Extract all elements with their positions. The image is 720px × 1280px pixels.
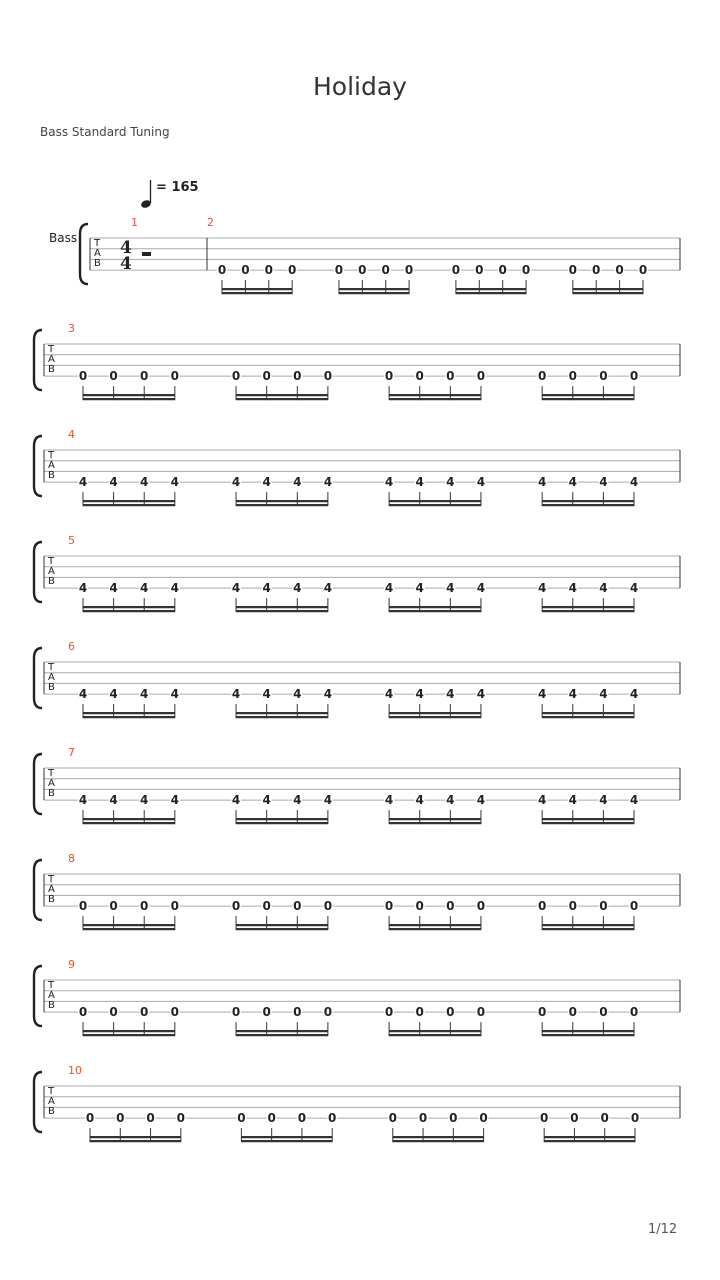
fret-number: 4 <box>476 793 486 808</box>
fret-number: 0 <box>449 1111 458 1126</box>
fret-number: 0 <box>568 899 577 914</box>
fret-number: 0 <box>418 1111 428 1126</box>
fret-number: 0 <box>568 369 577 384</box>
fret-number: 0 <box>600 1111 609 1126</box>
fret-number: 0 <box>78 369 88 384</box>
fret-number: 4 <box>446 687 455 702</box>
fret-number: 0 <box>293 369 302 384</box>
tempo-value: = 165 <box>156 180 199 195</box>
fret-number: 0 <box>446 369 455 384</box>
fret-number: 0 <box>446 899 455 914</box>
tab-clef-letter: T <box>48 874 55 885</box>
tab-clef-letter: A <box>48 884 55 895</box>
fret-number: 4 <box>109 687 118 702</box>
fret-number: 4 <box>476 687 486 702</box>
instrument-label: Bass <box>49 231 78 245</box>
fret-number: 4 <box>415 581 424 596</box>
fret-number: 4 <box>568 793 577 808</box>
fret-number: 0 <box>328 1111 337 1126</box>
tab-clef-letter: B <box>48 576 55 587</box>
page-number: 1/12 <box>648 1222 678 1237</box>
tab-clef-letter: A <box>94 248 101 259</box>
fret-number: 4 <box>323 581 333 596</box>
fret-number: 0 <box>262 369 271 384</box>
fret-number: 4 <box>293 687 302 702</box>
measure-number: 3 <box>68 322 75 335</box>
tab-clef-letter: T <box>48 1086 55 1097</box>
tab-clef-letter: B <box>48 364 55 375</box>
fret-number: 0 <box>293 899 302 914</box>
fret-number: 4 <box>629 475 639 490</box>
fret-number: 4 <box>446 793 455 808</box>
fret-number: 0 <box>262 899 271 914</box>
fret-number: 0 <box>323 899 333 914</box>
fret-number: 4 <box>415 475 424 490</box>
fret-number: 0 <box>615 263 624 278</box>
tab-clef-letter: T <box>48 344 55 355</box>
fret-number: 4 <box>293 475 302 490</box>
fret-number: 4 <box>568 475 577 490</box>
fret-number: 0 <box>476 899 486 914</box>
fret-number: 0 <box>568 263 578 278</box>
song-title: Holiday <box>313 72 407 101</box>
fret-number: 0 <box>78 899 88 914</box>
fret-number: 4 <box>78 793 88 808</box>
fret-number: 0 <box>262 1005 271 1020</box>
fret-number: 4 <box>109 581 118 596</box>
fret-number: 0 <box>287 263 297 278</box>
fret-number: 0 <box>323 1005 333 1020</box>
fret-number: 4 <box>537 793 547 808</box>
fret-number: 4 <box>323 793 333 808</box>
fret-number: 4 <box>262 687 271 702</box>
fret-number: 4 <box>384 475 394 490</box>
tab-clef-letter: A <box>48 672 55 683</box>
tab-clef-letter: B <box>48 894 55 905</box>
measure-number: 2 <box>207 216 214 229</box>
measure-number: 4 <box>68 428 75 441</box>
fret-number: 0 <box>384 1005 394 1020</box>
tab-clef-letter: T <box>48 980 55 991</box>
fret-number: 0 <box>231 369 241 384</box>
fret-number: 0 <box>592 263 601 278</box>
fret-number: 4 <box>262 581 271 596</box>
fret-number: 0 <box>176 1111 186 1126</box>
tab-clef-letter: B <box>48 788 55 799</box>
fret-number: 4 <box>170 475 180 490</box>
system-brace <box>34 330 42 390</box>
fret-number: 4 <box>599 581 608 596</box>
tab-clef-letter: T <box>94 238 101 249</box>
fret-number: 0 <box>384 369 394 384</box>
fret-number: 0 <box>116 1111 125 1126</box>
tab-clef-letter: A <box>48 566 55 577</box>
fret-number: 4 <box>293 793 302 808</box>
fret-number: 0 <box>231 1005 241 1020</box>
fret-number: 0 <box>297 1111 307 1126</box>
system-brace <box>80 224 88 284</box>
fret-number: 0 <box>415 1005 424 1020</box>
fret-number: 4 <box>78 475 88 490</box>
fret-number: 4 <box>384 687 394 702</box>
fret-number: 4 <box>78 687 88 702</box>
fret-number: 4 <box>323 475 333 490</box>
fret-number: 0 <box>537 1005 547 1020</box>
fret-number: 4 <box>599 475 608 490</box>
tab-clef-letter: B <box>48 682 55 693</box>
fret-number: 0 <box>537 899 547 914</box>
fret-number: 4 <box>293 581 302 596</box>
fret-number: 0 <box>146 1111 155 1126</box>
fret-number: 4 <box>599 687 608 702</box>
fret-number: 4 <box>323 687 333 702</box>
fret-number: 4 <box>599 793 608 808</box>
fret-number: 0 <box>570 1111 579 1126</box>
fret-number: 0 <box>381 263 390 278</box>
fret-number: 4 <box>262 793 271 808</box>
system-brace <box>34 648 42 708</box>
fret-number: 4 <box>109 793 118 808</box>
fret-number: 4 <box>231 581 241 596</box>
fret-number: 0 <box>475 263 484 278</box>
fret-number: 0 <box>170 1005 180 1020</box>
fret-number: 4 <box>140 793 149 808</box>
fret-number: 0 <box>170 899 180 914</box>
tuning-label: Bass Standard Tuning <box>40 125 170 139</box>
fret-number: 0 <box>629 899 639 914</box>
fret-number: 4 <box>446 475 455 490</box>
fret-number: 4 <box>537 687 547 702</box>
tab-clef-letter: B <box>48 1000 55 1011</box>
fret-number: 4 <box>170 581 180 596</box>
measure-number: 10 <box>68 1064 82 1077</box>
tab-clef-letter: T <box>48 662 55 673</box>
tab-clef-letter: T <box>48 450 55 461</box>
fret-number: 4 <box>231 687 241 702</box>
fret-number: 0 <box>630 1111 640 1126</box>
fret-number: 4 <box>415 687 424 702</box>
fret-number: 4 <box>140 475 149 490</box>
measure-number: 7 <box>68 746 75 759</box>
system-brace <box>34 542 42 602</box>
fret-number: 0 <box>629 369 639 384</box>
system-brace <box>34 966 42 1026</box>
tab-clef-letter: T <box>48 768 55 779</box>
fret-number: 4 <box>568 581 577 596</box>
tab-clef-letter: A <box>48 460 55 471</box>
fret-number: 4 <box>140 687 149 702</box>
fret-number: 0 <box>446 1005 455 1020</box>
fret-number: 0 <box>415 899 424 914</box>
fret-number: 4 <box>384 793 394 808</box>
fret-number: 4 <box>262 475 271 490</box>
fret-number: 0 <box>629 1005 639 1020</box>
half-rest <box>142 252 151 256</box>
fret-number: 4 <box>476 475 486 490</box>
tab-clef-letter: T <box>48 556 55 567</box>
fret-number: 0 <box>384 899 394 914</box>
fret-number: 0 <box>323 369 333 384</box>
tab-clef-letter: B <box>48 1106 55 1117</box>
fret-number: 0 <box>599 1005 608 1020</box>
fret-number: 0 <box>109 1005 118 1020</box>
fret-number: 4 <box>568 687 577 702</box>
fret-number: 4 <box>537 581 547 596</box>
fret-number: 4 <box>170 793 180 808</box>
time-signature-bottom: 4 <box>120 254 132 274</box>
fret-number: 0 <box>388 1111 397 1126</box>
fret-number: 0 <box>264 263 273 278</box>
fret-number: 0 <box>267 1111 276 1126</box>
fret-number: 0 <box>638 263 648 278</box>
fret-number: 0 <box>521 263 531 278</box>
fret-number: 0 <box>479 1111 488 1126</box>
fret-number: 0 <box>476 1005 486 1020</box>
fret-number: 0 <box>451 263 461 278</box>
fret-number: 0 <box>539 1111 549 1126</box>
system-brace <box>34 754 42 814</box>
fret-number: 0 <box>599 899 608 914</box>
measure-number: 6 <box>68 640 75 653</box>
fret-number: 0 <box>404 263 414 278</box>
fret-number: 0 <box>231 899 241 914</box>
fret-number: 0 <box>476 369 486 384</box>
tab-clef-letter: A <box>48 778 55 789</box>
fret-number: 0 <box>334 263 344 278</box>
fret-number: 4 <box>384 581 394 596</box>
fret-number: 4 <box>629 581 639 596</box>
tab-clef-letter: A <box>48 354 55 365</box>
fret-number: 4 <box>415 793 424 808</box>
fret-number: 4 <box>140 581 149 596</box>
fret-number: 0 <box>537 369 547 384</box>
fret-number: 4 <box>231 475 241 490</box>
fret-number: 0 <box>109 899 118 914</box>
time-signature-top: 4 <box>120 238 132 258</box>
fret-number: 4 <box>629 793 639 808</box>
tab-clef-letter: B <box>48 470 55 481</box>
fret-number: 0 <box>78 1005 88 1020</box>
fret-number: 0 <box>217 263 227 278</box>
tab-clef-letter: A <box>48 990 55 1001</box>
fret-number: 0 <box>293 1005 302 1020</box>
measure-number: 8 <box>68 852 75 865</box>
system-brace <box>34 1072 42 1132</box>
fret-number: 4 <box>446 581 455 596</box>
fret-number: 0 <box>498 263 507 278</box>
fret-number: 0 <box>140 369 149 384</box>
fret-number: 4 <box>537 475 547 490</box>
fret-number: 0 <box>568 1005 577 1020</box>
system-brace <box>34 436 42 496</box>
measure-number: 5 <box>68 534 75 547</box>
fret-number: 4 <box>476 581 486 596</box>
measure-number: 9 <box>68 958 75 971</box>
fret-number: 4 <box>231 793 241 808</box>
fret-number: 0 <box>85 1111 95 1126</box>
fret-number: 0 <box>109 369 118 384</box>
fret-number: 0 <box>358 263 367 278</box>
fret-number: 0 <box>241 263 250 278</box>
tab-clef-letter: A <box>48 1096 55 1107</box>
system-brace <box>34 860 42 920</box>
fret-number: 0 <box>237 1111 246 1126</box>
fret-number: 0 <box>415 369 424 384</box>
fret-number: 0 <box>170 369 180 384</box>
fret-number: 4 <box>170 687 180 702</box>
fret-number: 0 <box>599 369 608 384</box>
fret-number: 4 <box>78 581 88 596</box>
fret-number: 4 <box>629 687 639 702</box>
fret-number: 4 <box>109 475 118 490</box>
fret-number: 0 <box>140 1005 149 1020</box>
tab-clef-letter: B <box>94 258 101 269</box>
fret-number: 0 <box>140 899 149 914</box>
measure-number: 1 <box>131 216 138 229</box>
